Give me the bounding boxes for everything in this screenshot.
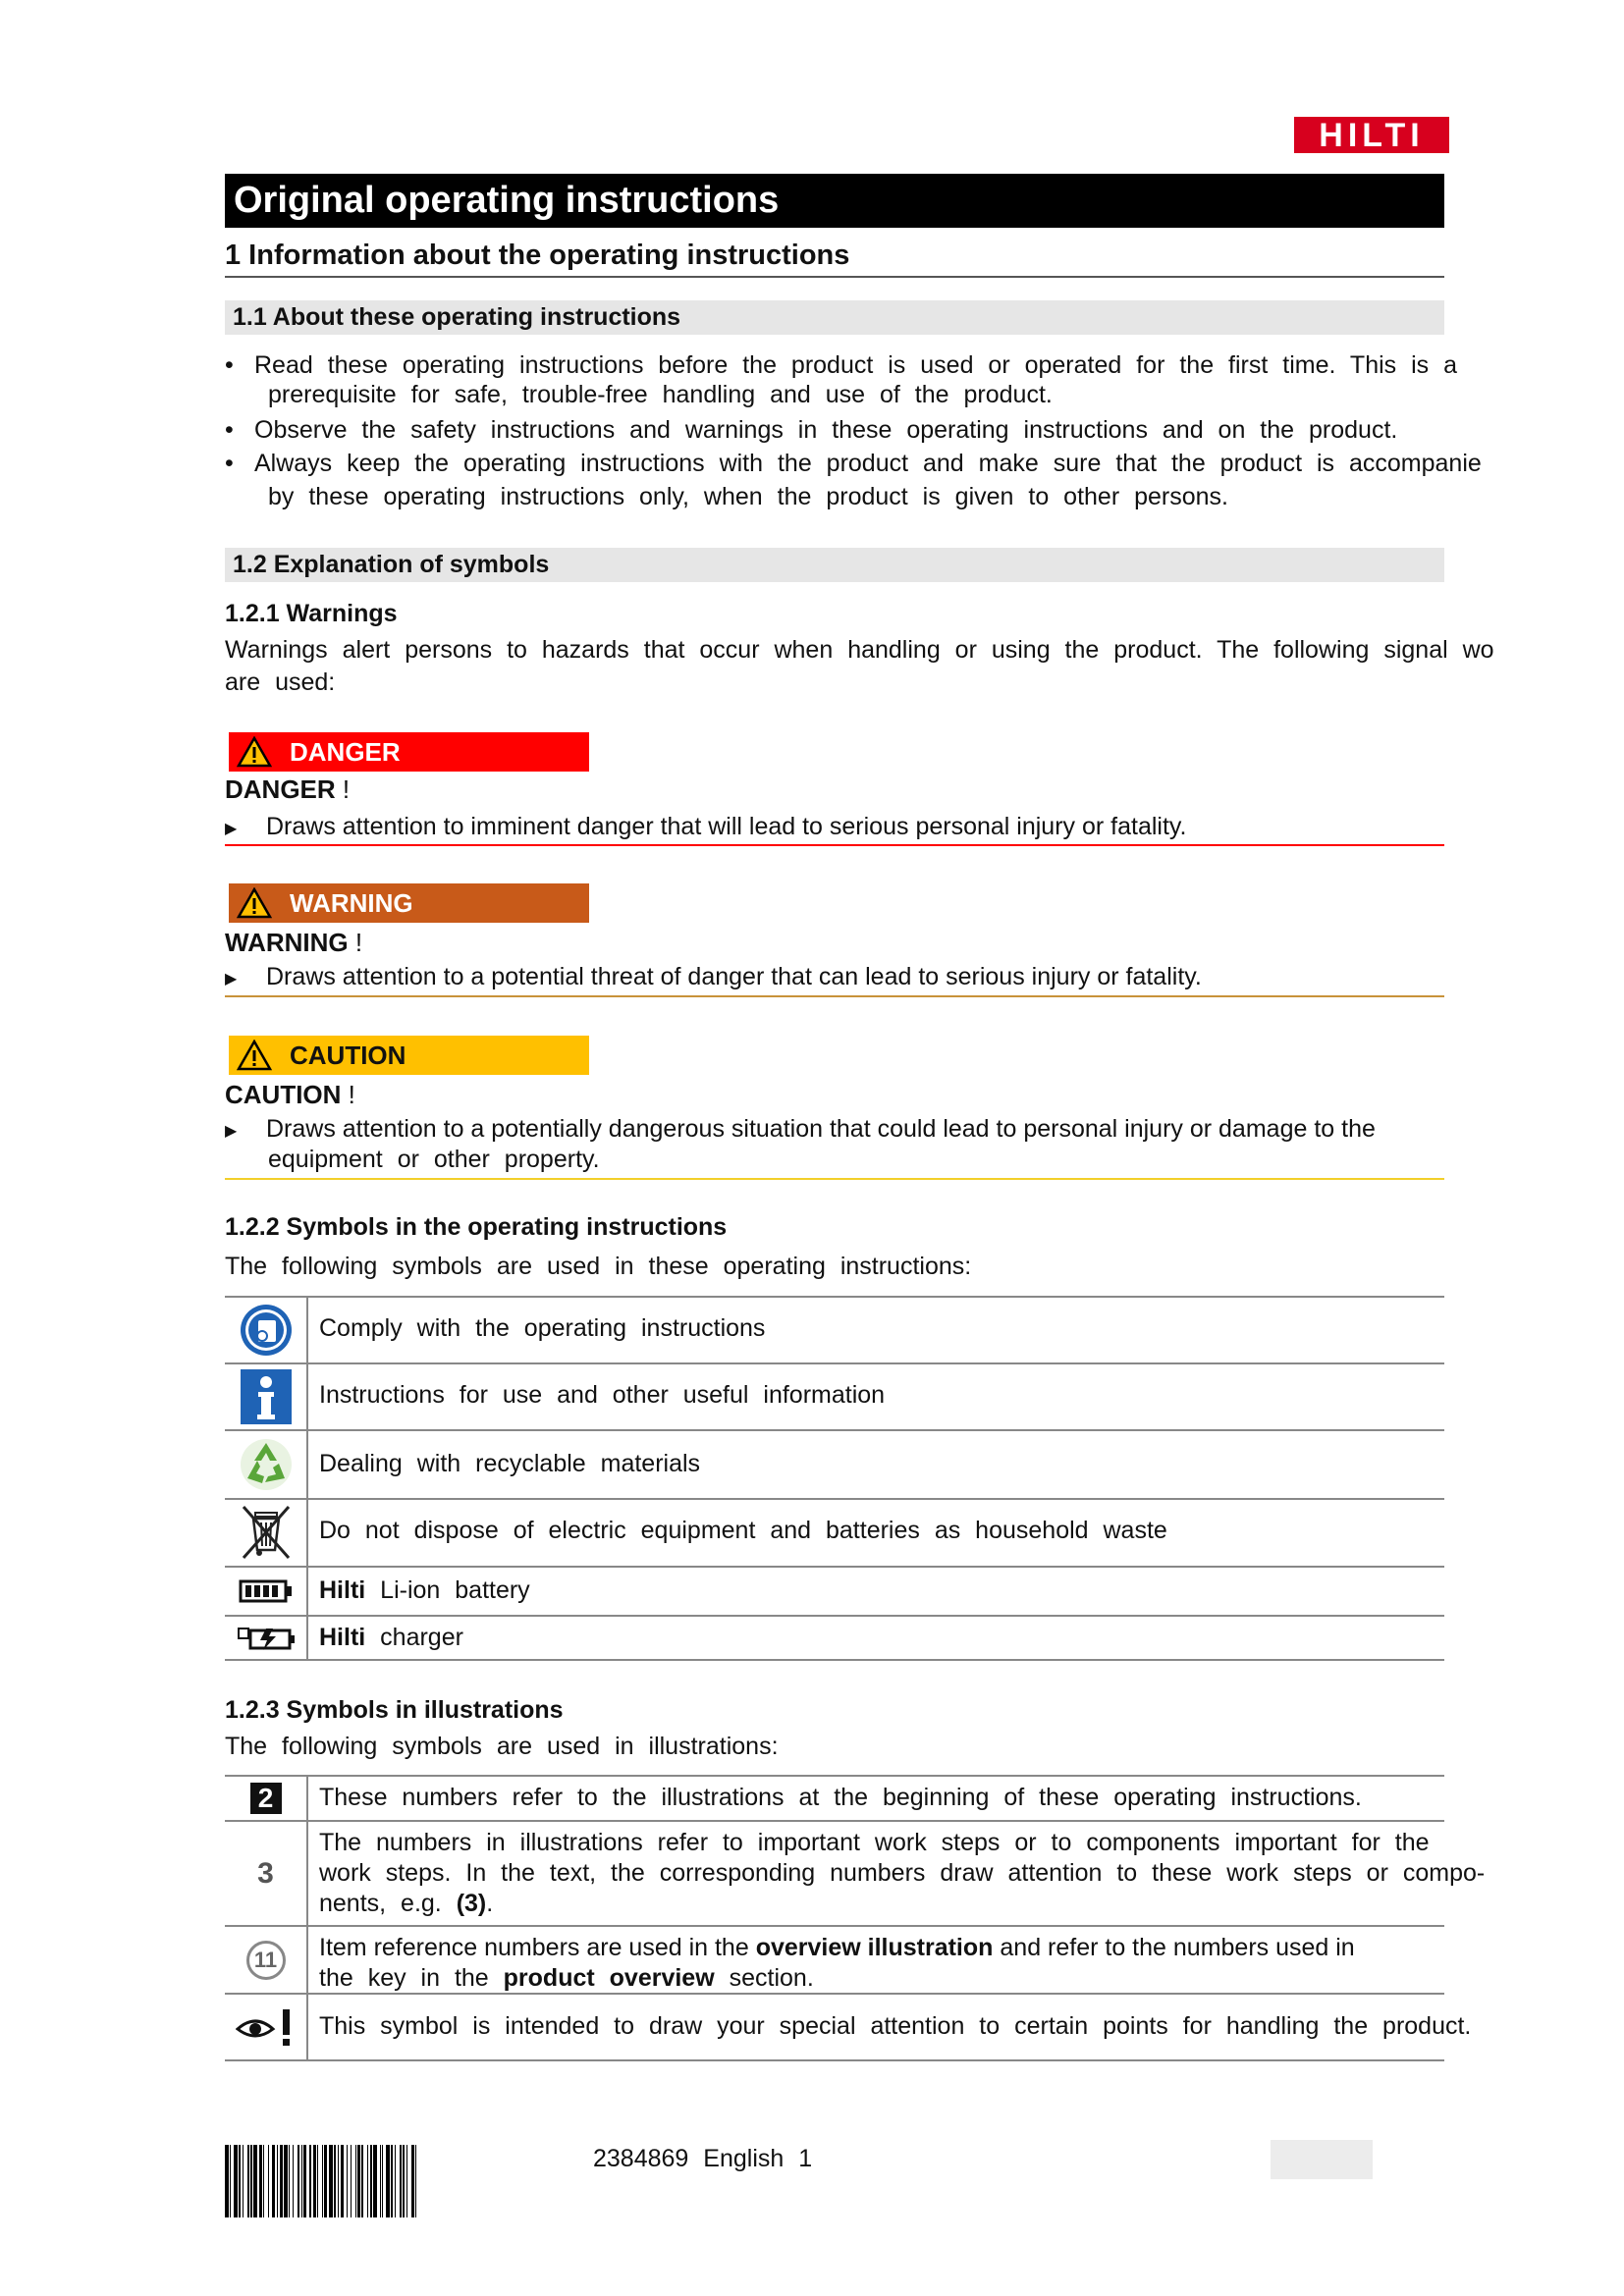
table-line bbox=[225, 1615, 1444, 1617]
arrow-bullet-icon: ▶ bbox=[225, 971, 238, 988]
heading-1-2-2: 1.2.2 Symbols in the operating instructions bbox=[225, 1213, 728, 1241]
table-divider bbox=[306, 1775, 308, 2061]
item-number-circle: 11 bbox=[246, 1941, 286, 1980]
illustration-text-2-line1: The numbers in illustrations refer to important work steps or to components important for the bbox=[319, 1829, 1430, 1856]
warning-triangle-icon bbox=[237, 887, 272, 919]
bullet-1-line2: prerequisite for safe, trouble-free handling and use of the product. bbox=[268, 381, 1053, 408]
table-line bbox=[225, 1429, 1444, 1431]
read-manual-icon bbox=[239, 1303, 294, 1358]
caution-separator bbox=[225, 1178, 1444, 1180]
danger-word: DANGER ! bbox=[225, 774, 351, 804]
warning-banner bbox=[229, 883, 589, 923]
table-row bbox=[225, 1298, 306, 1362]
bullet-dot: • bbox=[225, 450, 234, 477]
caution-banner bbox=[229, 1036, 589, 1075]
table-row bbox=[225, 1995, 306, 2059]
heading-1-2-1: 1.2.1 Warnings bbox=[225, 600, 398, 627]
illustration-text-1: These numbers refer to the illustrations at the beginning of these operating instructions. bbox=[319, 1784, 1362, 1811]
warnings-intro-line2: are used: bbox=[225, 668, 336, 696]
symbol-text-5: Hilti Li-ion battery bbox=[319, 1576, 530, 1604]
charger-icon bbox=[237, 1625, 296, 1652]
illustration-text-3-line2: the key in the product overview section. bbox=[319, 1964, 814, 1992]
warning-desc: Draws attention to a potential threat of danger that can lead to serious injury or fatality. bbox=[266, 963, 1202, 990]
illustration-text-2-line2: work steps. In the text, the corresponding numbers draw attention to these work steps or compo- bbox=[319, 1859, 1486, 1887]
caution-desc-line2: equipment or other property. bbox=[268, 1146, 600, 1173]
warning-triangle-icon bbox=[237, 1040, 272, 1071]
table-line bbox=[225, 1775, 1444, 1777]
bullet-3-line2: by these operating instructions only, when the product is given to other persons. bbox=[268, 483, 1228, 510]
footer-box bbox=[1271, 2140, 1373, 2179]
illustration-text-4: This symbol is intended to draw your special attention to certain points for handling the product. bbox=[319, 2012, 1472, 2040]
barcode-stripe bbox=[416, 2145, 419, 2217]
page-number: 1 bbox=[798, 2145, 813, 2172]
attention-eye-icon bbox=[236, 2007, 297, 2047]
heading-1-2: 1.2 Explanation of symbols bbox=[225, 548, 1444, 582]
symbol-text-6: Hilti charger bbox=[319, 1624, 463, 1651]
heading-1-1: 1.1 About these operating instructions bbox=[225, 300, 1444, 335]
caution-desc-line1: Draws attention to a potentially dangerous situation that could lead to personal injury or damage to the bbox=[266, 1115, 1376, 1143]
table-row bbox=[225, 1927, 306, 1993]
hilti-logo: HILTI bbox=[1294, 117, 1449, 153]
illustration-number-badge: 2 bbox=[250, 1783, 282, 1814]
table-row bbox=[225, 1364, 306, 1429]
symbols-intro: The following symbols are used in these operating instructions: bbox=[225, 1253, 972, 1280]
table-line bbox=[225, 1566, 1444, 1568]
bullet-3-line1: Always keep the operating instructions with the product and make sure that the product is accompanie bbox=[254, 450, 1482, 477]
battery-icon bbox=[239, 1579, 294, 1603]
danger-banner-label: DANGER bbox=[290, 736, 401, 767]
table-row bbox=[225, 1431, 306, 1498]
table-row bbox=[225, 1777, 306, 1820]
symbol-text-1: Comply with the operating instructions bbox=[319, 1314, 766, 1342]
section-title: 1 Information about the operating instructions bbox=[225, 240, 850, 271]
table-row bbox=[225, 1617, 306, 1659]
symbol-text-2: Instructions for use and other useful information bbox=[319, 1381, 886, 1409]
crossed-bin-icon bbox=[240, 1503, 293, 1564]
table-divider bbox=[306, 1296, 308, 1661]
arrow-bullet-icon: ▶ bbox=[225, 821, 238, 837]
bullet-2-line1: Observe the safety instructions and warnings in these operating instructions and on the product. bbox=[254, 416, 1398, 444]
table-line bbox=[225, 1820, 1444, 1822]
page-title: Original operating instructions bbox=[225, 174, 1444, 228]
barcode bbox=[225, 2145, 561, 2217]
table-line bbox=[225, 1925, 1444, 1927]
caution-word: CAUTION ! bbox=[225, 1080, 355, 1109]
warning-triangle-icon bbox=[237, 736, 272, 768]
danger-banner bbox=[229, 732, 589, 772]
bullet-dot: • bbox=[225, 351, 234, 379]
table-line bbox=[225, 1362, 1444, 1364]
table-line bbox=[225, 1659, 1444, 1661]
warnings-intro-line1: Warnings alert persons to hazards that occur when handling or using the product. The following signal wo bbox=[225, 636, 1494, 664]
table-row bbox=[225, 1568, 306, 1615]
warning-separator bbox=[225, 995, 1444, 997]
danger-desc: Draws attention to imminent danger that will lead to serious personal injury or fatality. bbox=[266, 813, 1187, 840]
heading-1-2-3: 1.2.3 Symbols in illustrations bbox=[225, 1696, 564, 1724]
warning-word: WARNING ! bbox=[225, 928, 363, 957]
symbol-text-4: Do not dispose of electric equipment and batteries as household waste bbox=[319, 1517, 1167, 1544]
info-icon bbox=[241, 1369, 292, 1424]
caution-banner-label: CAUTION bbox=[290, 1040, 406, 1070]
danger-separator bbox=[225, 844, 1444, 846]
step-number-label: 3 bbox=[257, 1856, 274, 1890]
footer-language: English bbox=[703, 2145, 785, 2172]
table-line bbox=[225, 1296, 1444, 1298]
table-line bbox=[225, 1498, 1444, 1500]
illustration-text-3-line1: Item reference numbers are used in the overview illustration and refer to the numbers used in bbox=[319, 1934, 1355, 1961]
symbol-text-3: Dealing with recyclable materials bbox=[319, 1450, 701, 1477]
section-divider bbox=[225, 276, 1444, 278]
doc-number: 2384869 bbox=[593, 2145, 689, 2172]
illustration-text-2-line3: nents, e.g. (3). bbox=[319, 1890, 494, 1917]
warning-banner-label: WARNING bbox=[290, 887, 413, 918]
table-row bbox=[225, 1500, 306, 1566]
arrow-bullet-icon: ▶ bbox=[225, 1123, 238, 1140]
recycle-icon bbox=[238, 1437, 295, 1492]
bullet-1-line1: Read these operating instructions before the product is used or operated for the first time. This is a bbox=[254, 351, 1458, 379]
table-row bbox=[225, 1822, 306, 1925]
bullet-dot: • bbox=[225, 416, 234, 444]
table-line bbox=[225, 2059, 1444, 2061]
illustrations-intro: The following symbols are used in illustrations: bbox=[225, 1733, 779, 1760]
footer-text bbox=[593, 2145, 812, 2173]
